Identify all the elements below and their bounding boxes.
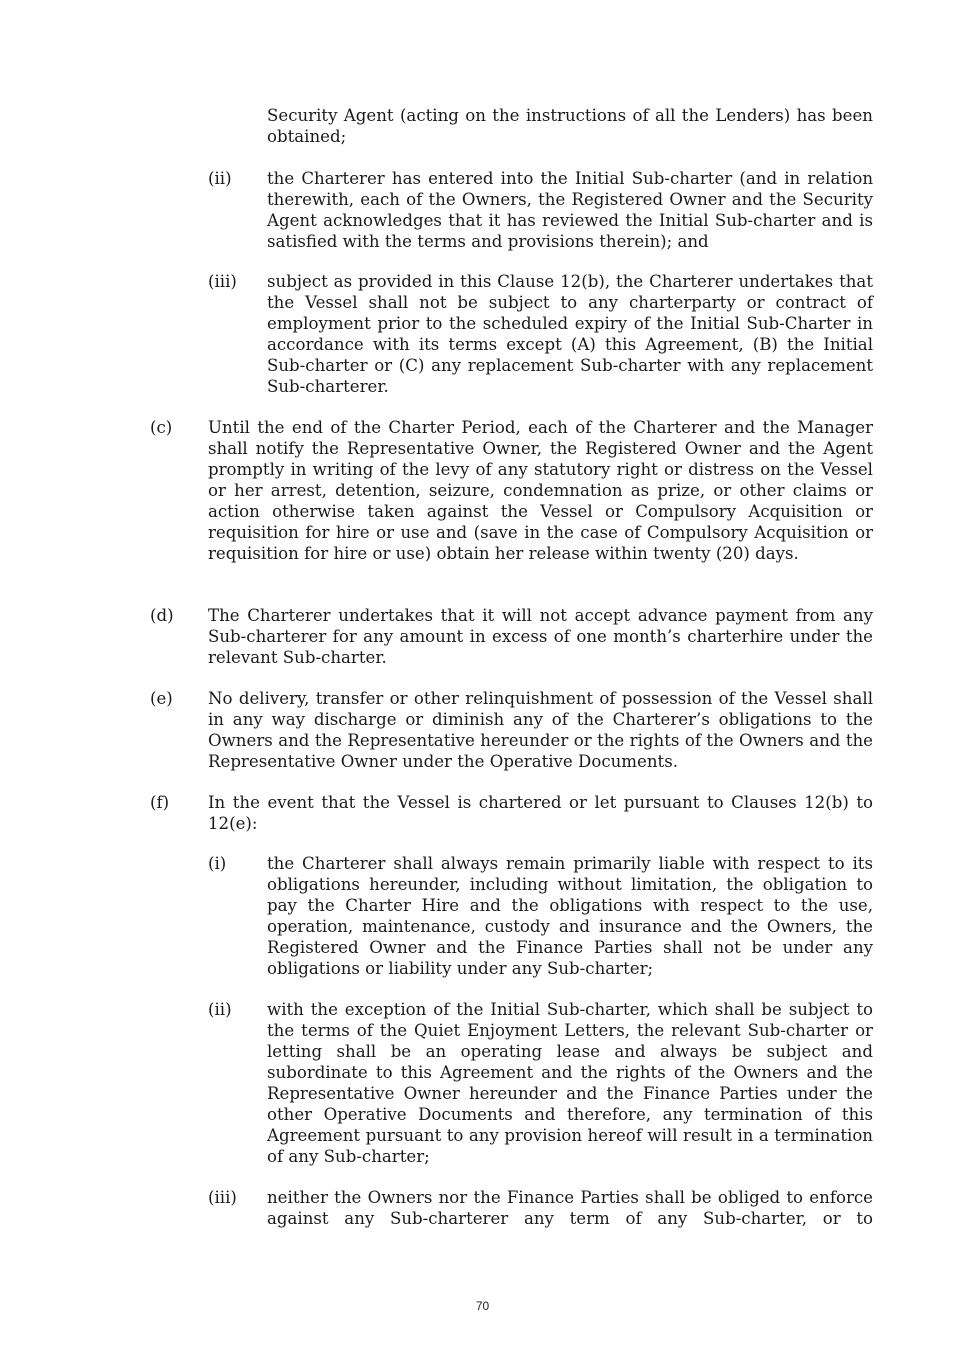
paragraph-text: Security Agent (acting on the instructions of all the Lenders) has been obtained; — [267, 106, 873, 146]
page-number: 70 — [475, 1299, 490, 1313]
clause-text: with the exception of the Initial Sub-charter, which shall be subject to the terms of the Quiet Enjoyment Letters, the relevant Sub-charter or letting shall be an operating lease and always be subject and subordinate to this Agreement and the rights of the Owners and the Representative Owner hereunder and the Finance Parties under the other Operative Documents and therefore, any termination of this Agreement pursuant to any provision hereof will result in a termination of any Sub-charter; — [267, 1000, 873, 1166]
clause-text: neither the Owners nor the Finance Parties shall be obliged to enforce against any Sub-charterer any term of any Sub-charter, or to — [267, 1188, 873, 1228]
clause-label: (ii) — [208, 1000, 232, 1019]
clause-label: (ii) — [208, 169, 232, 188]
clause-label: (d) — [150, 606, 174, 625]
clause-text: No delivery, transfer or other relinquishment of possession of the Vessel shall in any way discharge or diminish any of the Charterer’s obligations to the Owners and the Representative hereunder or the rights of the Owners and the Representative Owner under the Operative Documents. — [208, 689, 873, 771]
clause-text: subject as provided in this Clause 12(b), the Charterer undertakes that the Vessel shall not be subject to any charterparty or contract of employment prior to the scheduled expiry of the Initial Sub-Charter in accordance with its terms except (A) this Agreement, (B) the Initial Sub-charter or (C) any replacement Sub-charter with any replacement Sub-charterer. — [267, 272, 873, 396]
clause-label: (i) — [208, 854, 227, 873]
clause-label: (c) — [150, 418, 173, 437]
clause-label: (f) — [150, 793, 170, 812]
clause-text: Until the end of the Charter Period, each of the Charterer and the Manager shall notify the Representative Owner, the Registered Owner and the Agent promptly in writing of the levy of any statutory right or distress on the Vessel or her arrest, detention, seizure, condemnation as prize, or other claims or action otherwise taken against the Vessel or Compulsory Acquisition or requisition for hire or use and (save in the case of Compulsory Acquisition or requisition for hire or use) obtain her release within twenty (20) days. — [208, 418, 873, 563]
clause-text: The Charterer undertakes that it will not accept advance payment from any Sub-charterer for any amount in excess of one month’s charterhire under the relevant Sub-charter. — [208, 606, 873, 667]
clause-label: (iii) — [208, 1188, 237, 1207]
clause-text: the Charterer shall always remain primarily liable with respect to its obligations hereunder, including without limitation, the obligation to pay the Charter Hire and the obligations with respect to the use, operation, maintenance, custody and insurance and the Owners, the Registered Owner and the Finance Parties shall not be under any obligations or liability under any Sub-charter; — [267, 854, 873, 978]
clause-label: (iii) — [208, 272, 237, 291]
clause-text: In the event that the Vessel is chartered or let pursuant to Clauses 12(b) to 12(e): — [208, 793, 873, 833]
clause-text: the Charterer has entered into the Initial Sub-charter (and in relation therewith, each of the Owners, the Registered Owner and the Security Agent acknowledges that it has reviewed the Initial Sub-charter and is satisfied with the terms and provisions therein); and — [267, 169, 873, 251]
continuation-paragraph — [267, 105, 873, 147]
clause-label: (e) — [150, 689, 173, 708]
